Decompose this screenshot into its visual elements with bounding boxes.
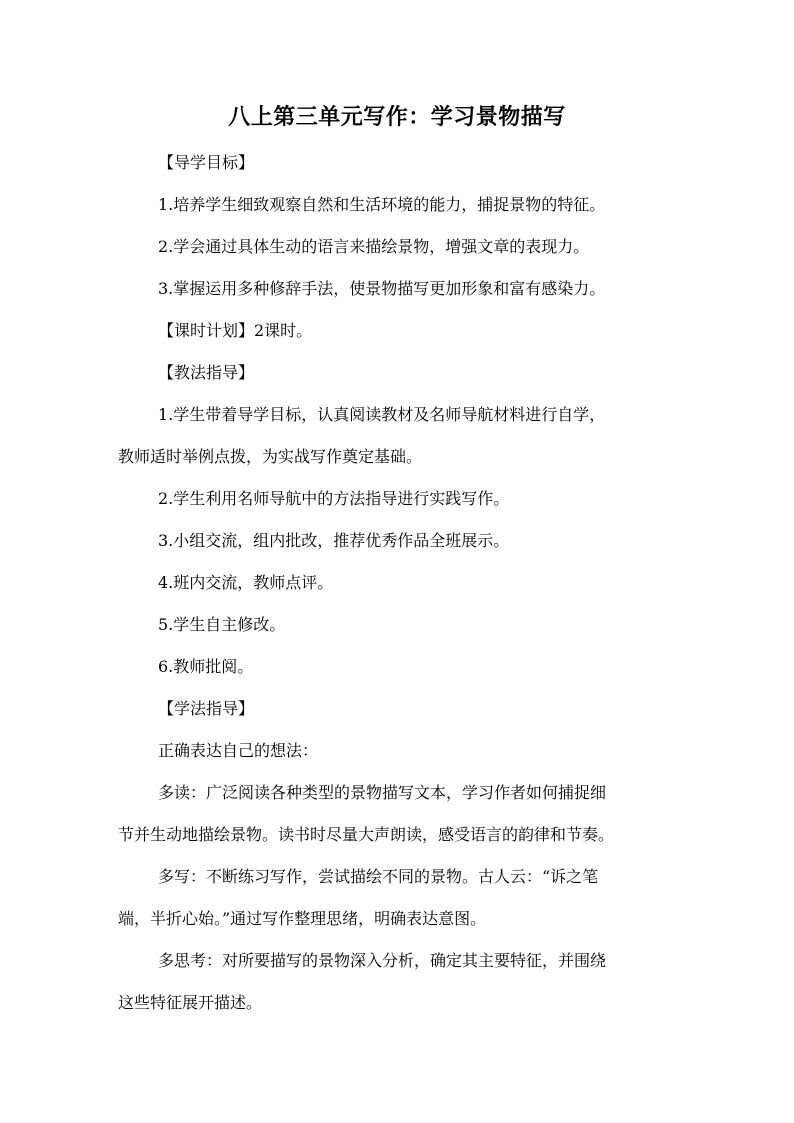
learning-read-line-2: 节并生动地描绘景物。读书时尽量大声朗读，感受语言的韵律和节奏。	[118, 825, 615, 844]
learning-think-line-1: 多思考：对所要描写的景物深入分析，确定其主要特征，并围绕	[158, 951, 607, 970]
learning-read-line-1: 多读：广泛阅读各种类型的景物描写文本，学习作者如何捕捉细	[158, 783, 607, 802]
page-title: 八上第三单元写作：学习景物描写	[228, 105, 566, 130]
goals-heading: 【导学目标】	[158, 153, 255, 172]
teaching-item-5: 5.学生自主修改。	[158, 615, 286, 634]
learning-write-line-1: 多写：不断练习写作，尝试描绘不同的景物。古人云：“诉之笔	[158, 867, 599, 886]
goal-item-2: 2.学会通过具体生动的语言来描绘景物，增强文章的表现力。	[158, 237, 590, 256]
document-body	[118, 142, 686, 1024]
goal-item-3: 3.掌握运用多种修辞手法，使景物描写更加形象和富有感染力。	[158, 279, 606, 298]
teaching-item-3: 3.小组交流，组内批改，推荐优秀作品全班展示。	[158, 531, 510, 550]
learning-heading: 【学法指导】	[158, 699, 255, 718]
goal-item-1: 1.培养学生细致观察自然和生活环境的能力，捕捉景物的特征。	[158, 195, 606, 214]
teaching-item-2: 2.学生利用名师导航中的方法指导进行实践写作。	[158, 489, 510, 508]
learning-write-line-2: 端，半折心始。”通过写作整理思绪，明确表达意图。	[118, 909, 487, 928]
learning-write	[118, 856, 686, 940]
learning-intro: 正确表达自己的想法：	[158, 741, 319, 760]
schedule-line: 【课时计划】2课时。	[158, 321, 313, 340]
teaching-item-1-line-2: 教师适时举例点拨，为实战写作奠定基础。	[118, 447, 423, 466]
learning-read	[118, 772, 686, 856]
learning-think	[118, 940, 686, 1024]
teaching-item-6: 6.教师批阅。	[158, 657, 254, 676]
teaching-item-1	[118, 394, 686, 478]
teaching-item-4: 4.班内交流，教师点评。	[158, 573, 334, 592]
teaching-item-1-line-1: 1.学生带着导学目标，认真阅读教材及名师导航材料进行自学，	[158, 405, 606, 424]
teaching-heading: 【教法指导】	[158, 363, 255, 382]
learning-think-line-2: 这些特征展开描述。	[118, 993, 263, 1012]
